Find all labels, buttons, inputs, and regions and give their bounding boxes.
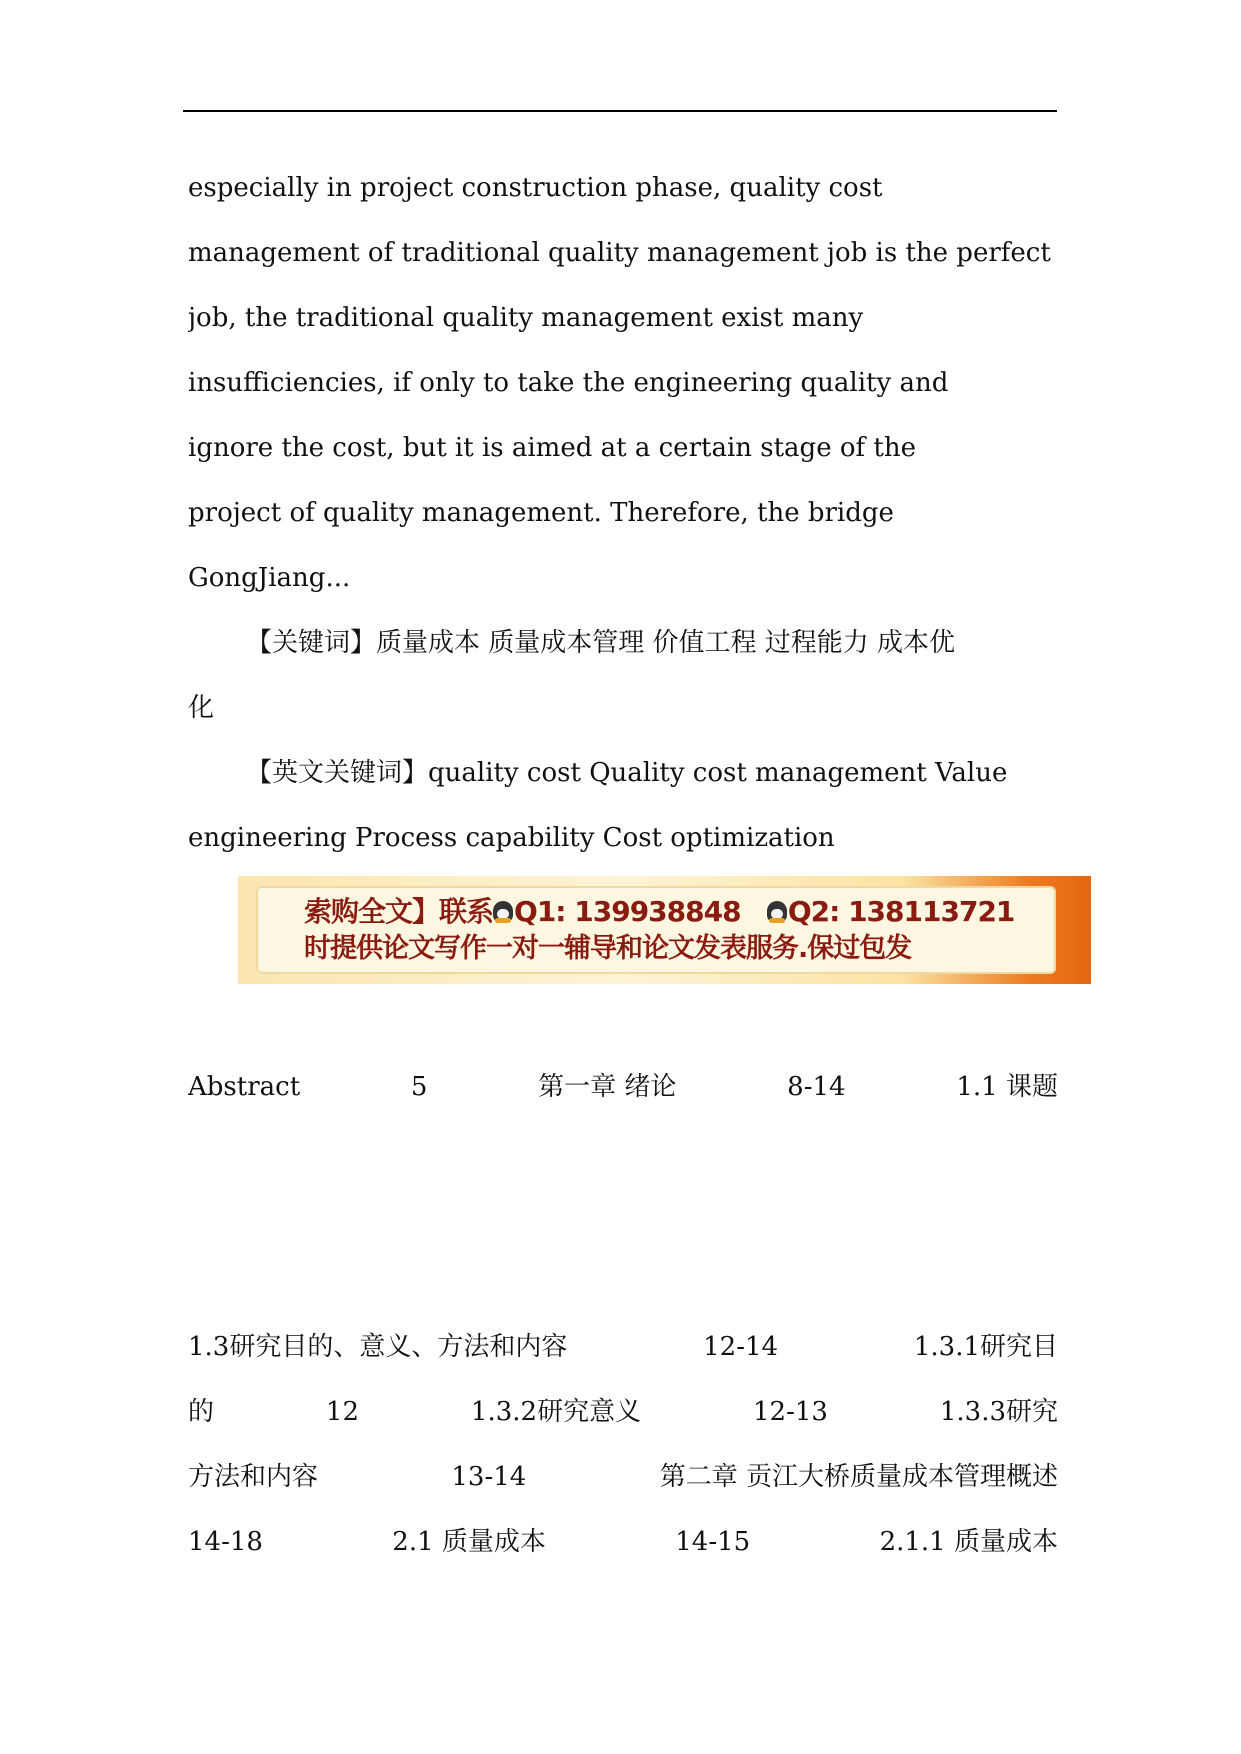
qq-penguin-icon bbox=[493, 901, 513, 923]
keywords-cn-line: 化 bbox=[188, 693, 215, 723]
keywords-cn-line: 【关键词】质量成本 质量成本管理 价值工程 过程能力 成本优 bbox=[246, 628, 956, 658]
toc-line bbox=[188, 1380, 1058, 1445]
toc-item: 12-13 bbox=[752, 1397, 828, 1427]
toc-line bbox=[188, 1445, 1058, 1510]
toc-line bbox=[188, 1055, 1058, 1120]
abstract-line: project of quality management. Therefore, the bridge bbox=[188, 498, 894, 528]
abstract-line: insufficiencies, if only to take the engineering quality and bbox=[188, 368, 949, 398]
keywords-chinese bbox=[188, 611, 1058, 741]
toc-item: 第一章 绪论 bbox=[538, 1072, 677, 1102]
toc-line bbox=[188, 1120, 1058, 1185]
table-of-contents bbox=[188, 990, 1058, 1575]
keywords-en-line: engineering Process capability Cost optimization bbox=[188, 823, 835, 853]
toc-item: 2.1.1 质量成本 bbox=[879, 1527, 1058, 1557]
toc-item: 13-14 bbox=[451, 1462, 527, 1492]
toc-item: 14-15 bbox=[675, 1527, 751, 1557]
qq-penguin-icon bbox=[767, 901, 787, 923]
abstract-line: management of traditional quality management job is the perfect bbox=[188, 238, 1051, 268]
banner-service-line: 时提供论文写作一对一辅导和论文发表服务.保过包发 bbox=[304, 933, 912, 964]
toc-item: 1.3.1研究目 bbox=[913, 1332, 1058, 1362]
toc-item: 5 bbox=[410, 1072, 428, 1102]
toc-item: 方法和内容 bbox=[188, 1462, 319, 1492]
toc-item: 14-18 bbox=[188, 1527, 263, 1557]
header-rule bbox=[183, 110, 1057, 112]
page-content bbox=[188, 156, 1058, 871]
abstract-line: GongJiang... bbox=[188, 563, 351, 593]
abstract-english bbox=[188, 156, 1058, 611]
toc-item: 1.1 课题 bbox=[956, 1072, 1058, 1102]
toc-item: 2.1 质量成本 bbox=[392, 1527, 546, 1557]
toc-item: 1.3研究目的、意义、方法和内容 bbox=[188, 1332, 568, 1362]
toc-line bbox=[188, 1315, 1058, 1380]
toc-line bbox=[188, 1185, 1058, 1250]
toc-item: 第二章 贡江大桥质量成本管理概述 bbox=[659, 1462, 1058, 1492]
banner-q1: Q1: 139938848 bbox=[514, 895, 741, 928]
toc-item: Abstract bbox=[188, 1072, 301, 1102]
toc-item: 1.3.3研究 bbox=[939, 1397, 1058, 1427]
toc-item: 的 bbox=[188, 1397, 215, 1427]
abstract-line: especially in project construction phase, quality cost bbox=[188, 173, 883, 203]
abstract-line: job, the traditional quality management exist many bbox=[188, 303, 864, 333]
keywords-en-line: 【英文关键词】quality cost Quality cost management Value bbox=[246, 758, 1008, 788]
toc-item: 8-14 bbox=[787, 1072, 846, 1102]
banner-q2: Q2: 138113721 bbox=[787, 895, 1015, 928]
banner-contact-line bbox=[304, 890, 1014, 930]
toc-item: 12-14 bbox=[703, 1332, 779, 1362]
contact-banner[interactable] bbox=[238, 876, 1091, 984]
toc-item: 12 bbox=[325, 1397, 360, 1427]
keywords-english bbox=[188, 741, 1058, 871]
toc-line bbox=[188, 990, 1058, 1055]
toc-line bbox=[188, 1250, 1058, 1315]
toc-line bbox=[188, 1510, 1058, 1575]
abstract-line: ignore the cost, but it is aimed at a certain stage of the bbox=[188, 433, 916, 463]
banner-prefix: 索购全文】联系 bbox=[304, 895, 494, 928]
toc-item: 1.3.2研究意义 bbox=[470, 1397, 642, 1427]
